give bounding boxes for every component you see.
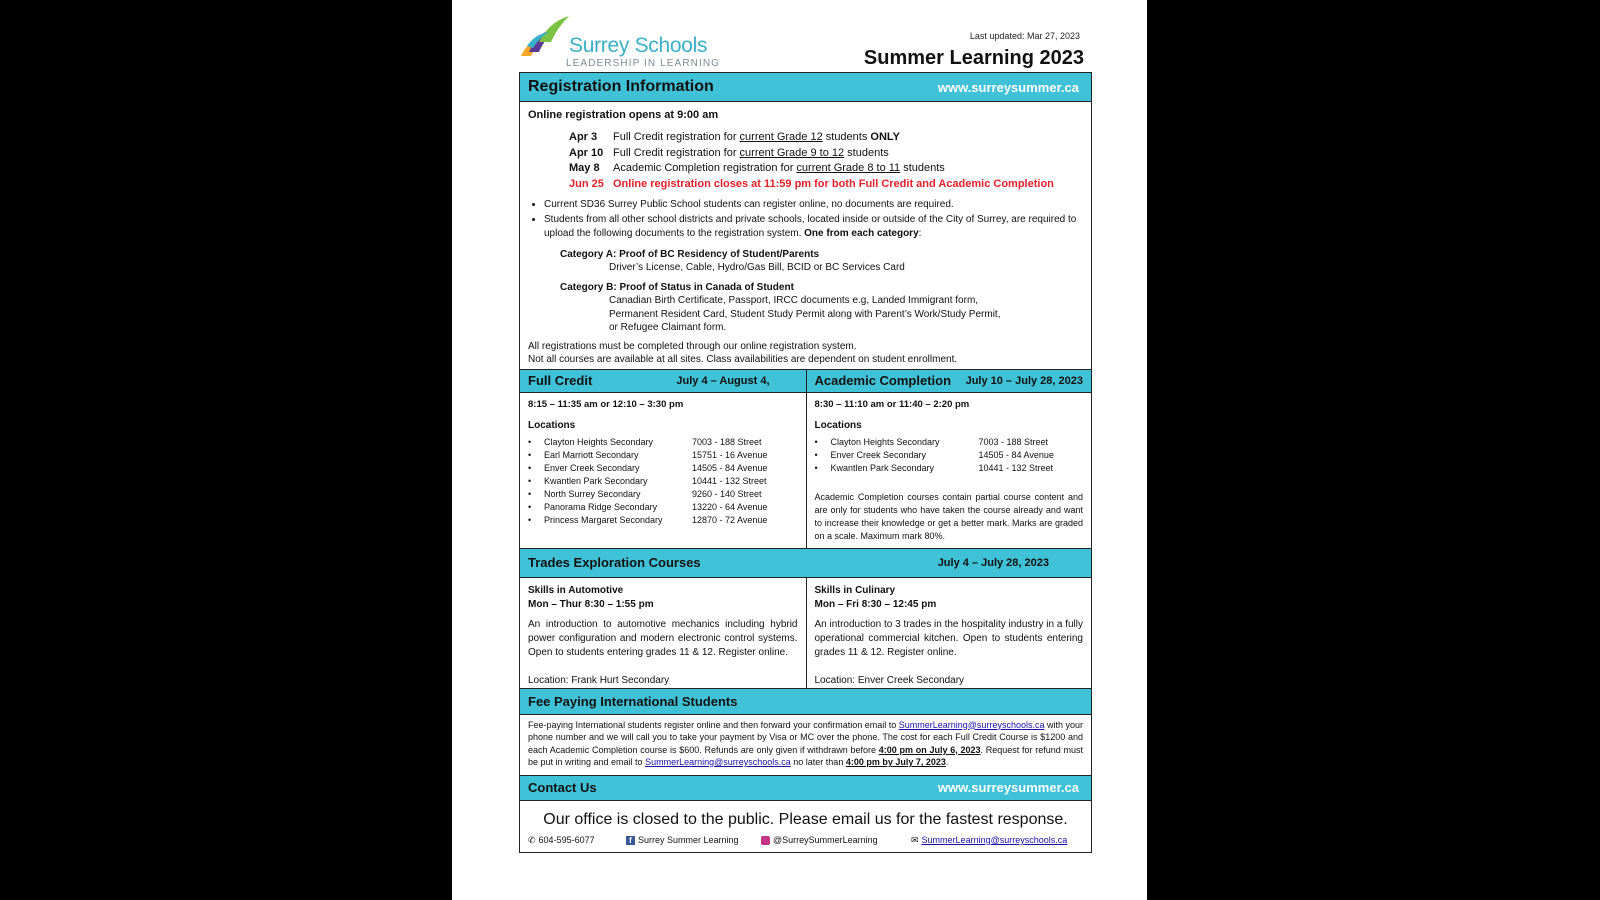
locations-label: Locations — [528, 419, 576, 431]
contact-body — [519, 801, 1092, 853]
academic-locations — [815, 436, 1084, 475]
fee-email-link[interactable]: SummerLearning@surreyschools.ca — [898, 719, 1045, 730]
category-b-desc: Permanent Resident Card, Student Study Permit along with Parent’s Work/Study Permit, — [609, 308, 1001, 320]
location-address: 15751 - 16 Avenue — [692, 449, 768, 460]
bullet-icon: • — [528, 514, 532, 525]
category-b-desc: Canadian Birth Certificate, Passport, IRCC documents e.g, Landed Immigrant form, — [609, 295, 979, 306]
bullet-icon: • — [528, 488, 532, 499]
requirements-list — [528, 198, 1083, 242]
category-b-title: Category B: Proof of Status in Canada of Student — [560, 281, 794, 293]
date-text: students — [900, 162, 945, 174]
refund-deadline: 4:00 pm on July 6, 2023 — [878, 744, 981, 755]
email-contact[interactable] — [911, 835, 1067, 846]
culinary-title: Skills in Culinary — [814, 584, 896, 596]
instagram-contact[interactable] — [761, 835, 911, 845]
bullet-end: : — [918, 228, 922, 239]
bullet-icon: • — [528, 449, 532, 460]
location-address: 7003 - 188 Street — [692, 436, 762, 447]
category-a-desc: Driver’s License, Cable, Hydro/Gas Bill, BCID or BC Services Card — [609, 262, 905, 273]
bullet-icon: • — [814, 462, 818, 473]
full-credit-column — [520, 369, 806, 548]
date-text: Full Credit registration for — [613, 146, 740, 159]
location-name: Princess Margaret Secondary — [544, 514, 663, 525]
refund-request-deadline: 4:00 pm by July 7, 2023 — [845, 757, 946, 767]
programs-section — [519, 369, 1092, 549]
note-line: Not all courses are available at all sites. Class availabilities are dependent on student enrollment. — [528, 354, 958, 365]
date-label: Apr 10 — [569, 146, 604, 159]
registration-url[interactable]: www.surreysummer.ca — [937, 79, 1079, 95]
list-item — [544, 198, 1083, 213]
automotive-location: Location: Frank Hurt Secondary — [528, 674, 670, 686]
full-credit-times: 8:15 – 11:35 am or 12:10 – 3:30 pm — [528, 398, 684, 410]
fee-text: . — [945, 757, 949, 767]
automotive-column — [520, 578, 806, 688]
envelope-icon: ✉ — [911, 834, 919, 845]
location-address: 10441 - 132 Street — [978, 462, 1054, 473]
academic-dates: July 10 – July 28, 2023 — [965, 374, 1083, 387]
location-address: 10441 - 132 Street — [692, 475, 767, 486]
contact-url[interactable]: www.surreysummer.ca — [937, 780, 1079, 795]
category-b-desc: or Refugee Claimant form. — [609, 322, 727, 333]
locations-label: Locations — [814, 419, 862, 431]
contact-heading: Contact Us — [528, 780, 597, 795]
location-name: Kwantlen Park Secondary — [830, 462, 935, 473]
registration-header — [519, 72, 1092, 102]
registration-date-row — [569, 161, 1083, 177]
date-text: students — [844, 146, 889, 159]
note-line: All registrations must be completed through our online registration system. — [528, 340, 857, 352]
location-address: 13220 - 64 Avenue — [692, 501, 768, 512]
culinary-time: Mon – Fri 8:30 – 12:45 pm — [814, 598, 937, 610]
phone-number: 604-595-6077 — [538, 835, 595, 845]
registration-heading: Registration Information — [528, 78, 714, 95]
grade-range: current Grade 9 to 12 — [739, 146, 845, 159]
date-label: Apr 3 — [569, 131, 598, 143]
bullet-bold: One from each category — [804, 228, 919, 239]
list-item — [528, 501, 798, 514]
location-name: Earl Marriott Secondary — [544, 449, 639, 460]
bullet-icon: • — [528, 501, 532, 512]
facebook-name: Surrey Summer Learning — [638, 835, 739, 845]
document-page — [452, 0, 1147, 900]
date-description — [613, 130, 900, 146]
list-item — [815, 462, 1084, 475]
full-credit-body — [520, 393, 806, 542]
logo-mark-icon — [519, 12, 571, 58]
location-address: 14505 - 84 Avenue — [692, 462, 768, 473]
trades-dates: July 4 – July 28, 2023 — [937, 556, 1049, 569]
automotive-description: An introduction to automotive mechanics including hybrid power configuration and modern electronic control systems. Open to students entering grades 11 & 12. Register online. — [528, 618, 798, 658]
date-text: Academic Completion registration for — [613, 162, 797, 174]
instagram-icon — [761, 836, 770, 845]
surrey-schools-logo — [519, 12, 729, 70]
location-name: Kwantlen Park Secondary — [544, 475, 648, 486]
academic-description: Academic Completion courses contain partial course content and are only for students who have taken the course already and want to increase their knowledge or get a better mark. Marks are graded on a scale. Maximum mark 80%. — [814, 491, 1083, 541]
category-a-title: Category A: Proof of BC Residency of Student/Parents — [560, 248, 820, 260]
date-label: May 8 — [569, 162, 600, 174]
registration-close-row — [569, 177, 1083, 193]
academic-column — [806, 369, 1092, 548]
location-name: Panorama Ridge Secondary — [544, 501, 658, 512]
contact-row — [520, 829, 1091, 852]
date-text: students — [822, 131, 871, 143]
fee-text: Fee-paying International students register online and then forward your confirmation email to — [528, 719, 899, 730]
contact-header — [519, 775, 1092, 801]
location-name: Enver Creek Secondary — [830, 449, 927, 460]
fee-body — [519, 715, 1092, 775]
fee-header — [519, 689, 1092, 715]
list-item — [544, 213, 1083, 242]
bullet-icon: • — [814, 449, 818, 460]
academic-times: 8:30 – 11:10 am or 11:40 – 2:20 pm — [814, 398, 970, 410]
fee-text: no later than — [790, 757, 846, 767]
culinary-column — [806, 578, 1092, 688]
flyer-content — [519, 72, 1092, 853]
full-credit-dates: July 4 – August 4, — [676, 374, 770, 387]
registration-note — [528, 340, 1083, 367]
bullet-text: Students from all other school districts and private schools, located inside or outside of the City of Surrey, are required to upload the following documents to the registration system. — [544, 213, 1077, 239]
category-b — [560, 281, 1083, 335]
trades-header — [519, 549, 1092, 578]
list-item — [815, 436, 1084, 449]
bullet-icon: • — [528, 462, 532, 473]
bullet-icon: • — [528, 475, 532, 486]
date-description — [613, 161, 945, 177]
academic-header — [807, 369, 1092, 393]
close-date: Jun 25 — [569, 177, 604, 190]
fee-text: . Request for refund must be put in writing and email to — [528, 744, 1083, 767]
list-item — [528, 488, 798, 501]
location-address: 9260 - 140 Street — [692, 488, 762, 499]
list-item — [528, 462, 798, 475]
office-closed-notice: Our office is closed to the public. Please email us for the fastest response. — [543, 810, 1068, 828]
culinary-location: Location: Enver Creek Secondary — [814, 674, 965, 686]
instagram-handle: @SurreySummerLearning — [773, 835, 878, 845]
bullet-text: Current SD36 Surrey Public School students can register online, no documents are required. — [544, 199, 954, 210]
list-item — [528, 436, 798, 449]
full-credit-locations — [528, 436, 798, 527]
registration-date-row — [569, 146, 1083, 162]
facebook-icon: f — [626, 836, 635, 845]
close-text: Online registration closes at 11:59 pm for both Full Credit and Academic Completion — [613, 177, 1054, 190]
registration-dates — [528, 130, 1083, 177]
bullet-icon: • — [814, 436, 818, 447]
location-address: 12870 - 72 Avenue — [692, 514, 768, 525]
date-text: Full Credit registration for — [613, 131, 740, 143]
page-title: Summer Learning 2023 — [863, 47, 1084, 69]
registration-date-row — [569, 130, 1083, 146]
location-name: Enver Creek Secondary — [544, 462, 640, 473]
list-item — [528, 475, 798, 488]
list-item — [815, 449, 1084, 462]
logo-subtitle: LEADERSHIP IN LEARNING — [566, 58, 721, 69]
location-name: Clayton Heights Secondary — [830, 436, 940, 447]
category-a — [560, 248, 1083, 275]
trades-section — [519, 578, 1092, 689]
last-updated: Last updated: Mar 27, 2023 — [969, 31, 1080, 41]
location-address: 7003 - 188 Street — [978, 436, 1049, 447]
facebook-contact[interactable] — [626, 835, 761, 845]
academic-heading: Academic Completion — [814, 373, 952, 388]
academic-body — [807, 393, 1092, 548]
grade-range: current Grade 12 — [739, 131, 823, 143]
fee-text: with your phone number and we will call you to take your payment by Visa or MC over the phone. The cost for each Full Credit Course is $1200 and each Academic Completion course is $600. Refunds are only given if withdrawn before — [528, 719, 1083, 755]
location-name: Clayton Heights Secondary — [544, 436, 654, 447]
phone-icon: ✆ — [528, 834, 536, 845]
contact-email-link[interactable]: SummerLearning@surreyschools.ca — [921, 835, 1068, 845]
grade-range: current Grade 8 to 11 — [796, 162, 901, 174]
refund-email-link[interactable]: SummerLearning@surreyschools.ca — [645, 757, 791, 767]
date-description — [613, 146, 889, 162]
list-item — [528, 514, 798, 527]
date-emphasis: ONLY — [870, 131, 900, 143]
location-name: North Surrey Secondary — [544, 488, 641, 499]
registration-opens: Online registration opens at 9:00 am — [528, 109, 719, 121]
full-credit-heading: Full Credit — [528, 373, 593, 388]
full-credit-header — [520, 369, 806, 393]
bullet-icon: • — [528, 436, 532, 447]
trades-heading: Trades Exploration Courses — [528, 555, 701, 570]
logo-title: Surrey Schools — [569, 34, 708, 57]
list-item — [528, 449, 798, 462]
automotive-time: Mon – Thur 8:30 – 1:55 pm — [528, 598, 654, 610]
location-address: 14505 - 84 Avenue — [978, 449, 1054, 460]
automotive-title: Skills in Automotive — [528, 584, 624, 596]
registration-body — [519, 102, 1092, 369]
phone-contact[interactable] — [528, 835, 626, 846]
culinary-description: An introduction to 3 trades in the hospitality industry in a fully operational commercial kitchen. Open to students entering grades 11 & 12. Register online. — [814, 618, 1083, 658]
fee-heading: Fee Paying International Students — [528, 693, 738, 709]
